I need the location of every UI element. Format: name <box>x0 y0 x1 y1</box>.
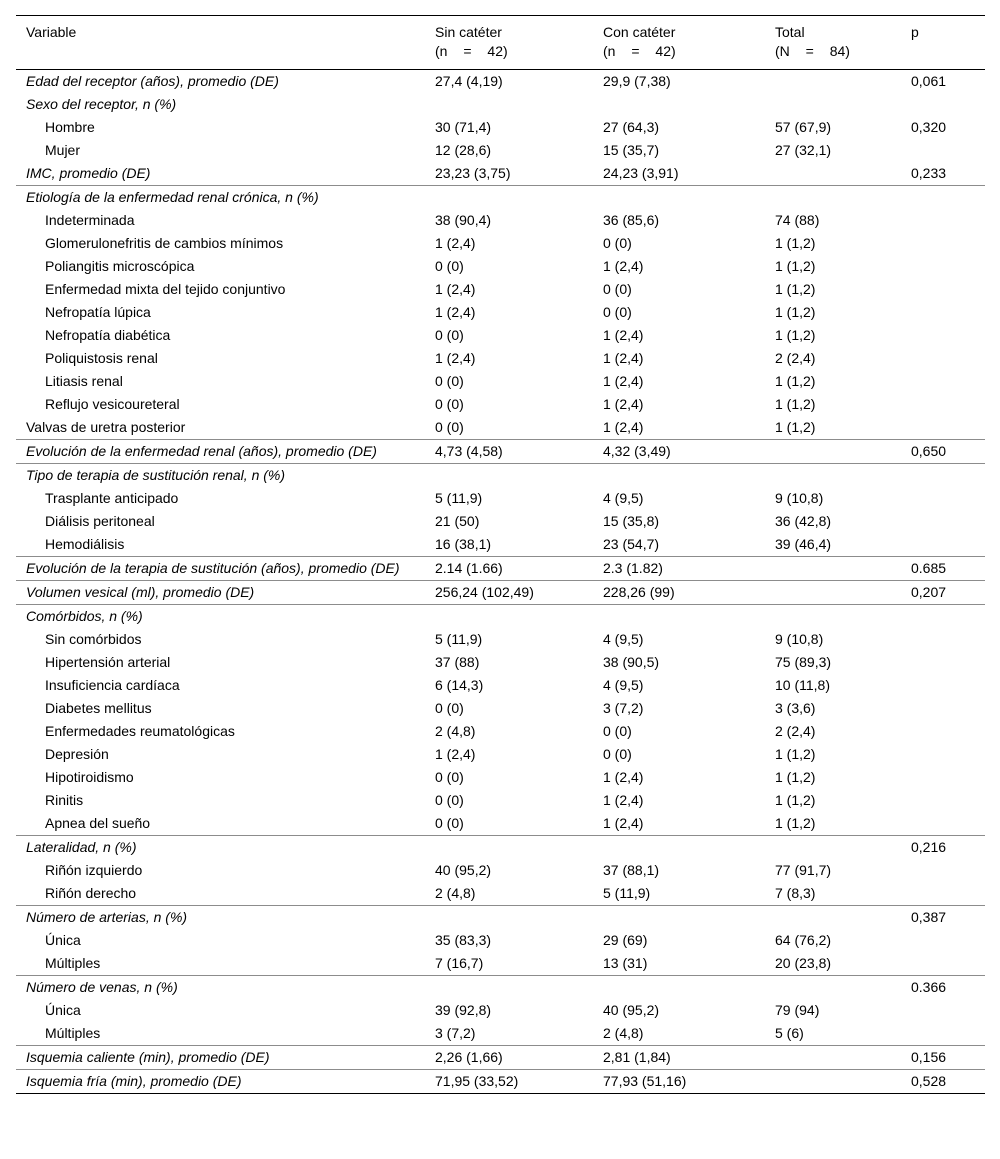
cell-total: 2 (2,4) <box>775 723 816 739</box>
row-variable-label: Rinitis <box>45 792 84 808</box>
cell-con-cateter: 2.3 (1.82) <box>603 560 663 576</box>
cell-p-value <box>901 766 985 789</box>
cell-con-cateter: 37 (88,1) <box>603 862 660 878</box>
cell-total: 77 (91,7) <box>775 862 832 878</box>
cell-sin-cateter: 30 (71,4) <box>435 119 492 135</box>
cell-p-value <box>901 859 985 882</box>
row-variable-label: Indeterminada <box>45 212 135 228</box>
cell-p-value <box>901 929 985 952</box>
cell-sin-cateter: 71,95 (33,52) <box>435 1073 519 1089</box>
header-con-n: (n = 42) <box>603 43 676 59</box>
table-row <box>16 464 985 488</box>
cell-con-cateter <box>593 93 765 116</box>
cell-con-cateter: 4 (9,5) <box>603 677 644 693</box>
cell-p-value: 0,528 <box>911 1073 947 1089</box>
row-variable-label: Tipo de terapia de sustitución renal, n (%) <box>26 467 286 483</box>
table-row <box>16 162 985 186</box>
cell-p-value: 0,650 <box>911 443 947 459</box>
cell-con-cateter: 1 (2,4) <box>603 396 644 412</box>
cell-p-value: 0,061 <box>911 73 947 89</box>
cell-con-cateter: 1 (2,4) <box>603 350 644 366</box>
cell-p-value <box>901 697 985 720</box>
cell-p-value <box>901 743 985 766</box>
table-row <box>16 393 985 416</box>
cell-con-cateter: 1 (2,4) <box>603 769 644 785</box>
cell-con-cateter: 2,81 (1,84) <box>603 1049 671 1065</box>
data-table-container <box>16 15 985 1094</box>
cell-sin-cateter: 2 (4,8) <box>435 885 476 901</box>
row-variable-label: Enfermedad mixta del tejido conjuntivo <box>45 281 286 297</box>
table-row <box>16 976 985 1000</box>
table-row <box>16 999 985 1022</box>
row-variable-label: Número de arterias, n (%) <box>26 909 188 925</box>
cell-con-cateter: 15 (35,8) <box>603 513 660 529</box>
cell-p-value <box>901 370 985 393</box>
cell-sin-cateter: 1 (2,4) <box>435 746 476 762</box>
row-variable-label: Hombre <box>45 119 95 135</box>
row-variable-label: Trasplante anticipado <box>45 490 179 506</box>
row-variable-label: Insuficiencia cardíaca <box>45 677 180 693</box>
cell-p-value <box>901 674 985 697</box>
cell-sin-cateter: 0 (0) <box>435 769 464 785</box>
table-row <box>16 209 985 232</box>
cell-p-value <box>901 882 985 906</box>
cell-con-cateter: 4 (9,5) <box>603 631 644 647</box>
cell-total <box>765 976 901 1000</box>
cell-sin-cateter: 1 (2,4) <box>435 235 476 251</box>
cell-sin-cateter: 0 (0) <box>435 815 464 831</box>
cell-con-cateter: 1 (2,4) <box>603 792 644 808</box>
cell-sin-cateter <box>425 93 593 116</box>
cell-sin-cateter: 12 (28,6) <box>435 142 492 158</box>
cell-total: 39 (46,4) <box>775 536 832 552</box>
row-variable-label: Valvas de uretra posterior <box>26 419 186 435</box>
cell-con-cateter: 228,26 (99) <box>603 584 675 600</box>
cell-con-cateter: 24,23 (3,91) <box>603 165 679 181</box>
table-row <box>16 674 985 697</box>
cell-sin-cateter: 2.14 (1.66) <box>435 560 503 576</box>
header-sin-n: (n = 42) <box>435 43 508 59</box>
table-row <box>16 533 985 557</box>
row-variable-label: Nefropatía lúpica <box>45 304 151 320</box>
cell-total: 74 (88) <box>775 212 820 228</box>
table-row <box>16 697 985 720</box>
cell-total: 1 (1,2) <box>775 304 816 320</box>
cell-con-cateter: 5 (11,9) <box>603 885 651 901</box>
row-variable-label: Mujer <box>45 142 81 158</box>
table-row <box>16 766 985 789</box>
row-variable-label: Sexo del receptor, n (%) <box>26 96 177 112</box>
row-variable-label: IMC, promedio (DE) <box>26 165 151 181</box>
cell-sin-cateter: 5 (11,9) <box>435 631 483 647</box>
cell-total: 1 (1,2) <box>775 258 816 274</box>
cell-sin-cateter: 39 (92,8) <box>435 1002 492 1018</box>
cell-p-value <box>901 278 985 301</box>
cell-con-cateter: 4 (9,5) <box>603 490 644 506</box>
cell-p-value: 0,320 <box>911 119 947 135</box>
row-variable-label: Evolución de la enfermedad renal (años), promedio (DE) <box>26 443 377 459</box>
row-variable-label: Riñón izquierdo <box>45 862 143 878</box>
cell-total: 1 (1,2) <box>775 281 816 297</box>
cell-sin-cateter <box>425 976 593 1000</box>
cell-p-value <box>901 605 985 629</box>
header-con-cateter <box>593 16 765 70</box>
table-row <box>16 557 985 581</box>
table-row <box>16 139 985 162</box>
cell-sin-cateter: 4,73 (4,58) <box>435 443 503 459</box>
row-variable-label: Reflujo vesicoureteral <box>45 396 180 412</box>
cell-con-cateter: 0 (0) <box>603 281 632 297</box>
cell-total: 5 (6) <box>775 1025 804 1041</box>
cell-sin-cateter <box>425 186 593 210</box>
cell-p-value <box>901 1022 985 1046</box>
cell-total <box>765 93 901 116</box>
cell-sin-cateter: 0 (0) <box>435 373 464 389</box>
cell-con-cateter: 23 (54,7) <box>603 536 660 552</box>
cell-sin-cateter: 0 (0) <box>435 700 464 716</box>
cell-sin-cateter <box>425 464 593 488</box>
cell-total: 79 (94) <box>775 1002 820 1018</box>
cell-total: 1 (1,2) <box>775 396 816 412</box>
cell-sin-cateter: 16 (38,1) <box>435 536 492 552</box>
table-body <box>16 70 985 1094</box>
table-row <box>16 440 985 464</box>
cell-total: 9 (10,8) <box>775 490 824 506</box>
row-variable-label: Sin comórbidos <box>45 631 142 647</box>
cell-total <box>765 440 901 464</box>
cell-con-cateter: 29,9 (7,38) <box>603 73 671 89</box>
table-row <box>16 324 985 347</box>
cell-con-cateter: 1 (2,4) <box>603 815 644 831</box>
cell-total: 1 (1,2) <box>775 373 816 389</box>
table-row <box>16 720 985 743</box>
cell-sin-cateter: 2,26 (1,66) <box>435 1049 503 1065</box>
cell-con-cateter: 0 (0) <box>603 746 632 762</box>
cell-sin-cateter: 38 (90,4) <box>435 212 492 228</box>
cell-total <box>765 70 901 94</box>
table-row <box>16 510 985 533</box>
cell-con-cateter <box>593 605 765 629</box>
cell-sin-cateter: 6 (14,3) <box>435 677 484 693</box>
cell-total <box>765 464 901 488</box>
cell-p-value <box>901 952 985 976</box>
cell-total <box>765 836 901 860</box>
cell-total: 27 (32,1) <box>775 142 832 158</box>
cell-p-value: 0,216 <box>911 839 947 855</box>
cell-p-value <box>901 720 985 743</box>
row-variable-label: Diálisis peritoneal <box>45 513 155 529</box>
cell-con-cateter: 27 (64,3) <box>603 119 660 135</box>
row-variable-label: Poliangitis microscópica <box>45 258 195 274</box>
cell-p-value: 0,207 <box>911 584 947 600</box>
cell-con-cateter: 2 (4,8) <box>603 1025 644 1041</box>
cell-p-value <box>901 324 985 347</box>
table-row <box>16 952 985 976</box>
cell-total: 1 (1,2) <box>775 746 816 762</box>
cell-sin-cateter <box>425 836 593 860</box>
table-row <box>16 1070 985 1094</box>
row-variable-label: Única <box>45 932 81 948</box>
row-variable-label: Diabetes mellitus <box>45 700 152 716</box>
cell-con-cateter: 36 (85,6) <box>603 212 660 228</box>
cell-sin-cateter: 0 (0) <box>435 258 464 274</box>
cell-con-cateter: 1 (2,4) <box>603 373 644 389</box>
table-row <box>16 93 985 116</box>
cell-p-value <box>901 93 985 116</box>
header-total <box>765 16 901 70</box>
cell-total <box>765 1070 901 1094</box>
row-variable-label: Comórbidos, n (%) <box>26 608 143 624</box>
table-row <box>16 651 985 674</box>
row-variable-label: Isquemia caliente (min), promedio (DE) <box>26 1049 270 1065</box>
table-row <box>16 859 985 882</box>
cell-sin-cateter: 2 (4,8) <box>435 723 476 739</box>
table-row <box>16 116 985 139</box>
row-variable-label: Enfermedades reumatológicas <box>45 723 235 739</box>
header-sin-cateter <box>425 16 593 70</box>
cell-p-value <box>901 533 985 557</box>
cell-total: 1 (1,2) <box>775 419 816 435</box>
header-p-value: p <box>911 24 919 40</box>
cell-p-value <box>901 301 985 324</box>
cell-con-cateter: 40 (95,2) <box>603 1002 660 1018</box>
cell-p-value <box>901 651 985 674</box>
cell-con-cateter: 0 (0) <box>603 723 632 739</box>
cell-sin-cateter: 0 (0) <box>435 327 464 343</box>
cell-total <box>765 906 901 930</box>
header-con-label: Con catéter <box>603 24 676 40</box>
cell-sin-cateter: 40 (95,2) <box>435 862 492 878</box>
cell-con-cateter <box>593 906 765 930</box>
cell-total: 2 (2,4) <box>775 350 816 366</box>
cell-con-cateter: 0 (0) <box>603 235 632 251</box>
cell-p-value <box>901 416 985 440</box>
cell-sin-cateter: 256,24 (102,49) <box>435 584 534 600</box>
cell-con-cateter: 3 (7,2) <box>603 700 644 716</box>
cell-con-cateter: 38 (90,5) <box>603 654 660 670</box>
cell-total: 57 (67,9) <box>775 119 832 135</box>
row-variable-label: Etiología de la enfermedad renal crónica, n (%) <box>26 189 319 205</box>
table-row <box>16 255 985 278</box>
cell-p-value: 0,156 <box>911 1049 947 1065</box>
cell-total: 20 (23,8) <box>775 955 832 971</box>
row-variable-label: Múltiples <box>45 955 101 971</box>
cell-total <box>765 605 901 629</box>
cell-sin-cateter: 3 (7,2) <box>435 1025 476 1041</box>
cell-total: 1 (1,2) <box>775 769 816 785</box>
patient-characteristics-table <box>16 15 985 1094</box>
cell-total: 1 (1,2) <box>775 792 816 808</box>
table-row <box>16 70 985 94</box>
table-row <box>16 487 985 510</box>
cell-total <box>765 162 901 186</box>
cell-sin-cateter: 1 (2,4) <box>435 304 476 320</box>
cell-total: 9 (10,8) <box>775 631 824 647</box>
cell-p-value <box>901 232 985 255</box>
cell-p-value <box>901 812 985 836</box>
table-header <box>16 16 985 70</box>
row-variable-label: Volumen vesical (ml), promedio (DE) <box>26 584 255 600</box>
cell-con-cateter: 77,93 (51,16) <box>603 1073 687 1089</box>
cell-total <box>765 186 901 210</box>
cell-p-value: 0,387 <box>911 909 947 925</box>
table-row <box>16 906 985 930</box>
row-variable-label: Litiasis renal <box>45 373 123 389</box>
row-variable-label: Riñón derecho <box>45 885 137 901</box>
cell-sin-cateter: 35 (83,3) <box>435 932 492 948</box>
table-row <box>16 416 985 440</box>
cell-p-value <box>901 255 985 278</box>
row-variable-label: Número de venas, n (%) <box>26 979 178 995</box>
cell-con-cateter: 4,32 (3,49) <box>603 443 671 459</box>
table-row <box>16 347 985 370</box>
table-row <box>16 929 985 952</box>
cell-sin-cateter: 37 (88) <box>435 654 480 670</box>
table-row <box>16 301 985 324</box>
cell-sin-cateter <box>425 605 593 629</box>
cell-total <box>765 1046 901 1070</box>
header-total-n: (N = 84) <box>775 43 850 59</box>
table-row <box>16 370 985 393</box>
cell-con-cateter: 1 (2,4) <box>603 327 644 343</box>
row-variable-label: Isquemia fría (min), promedio (DE) <box>26 1073 242 1089</box>
table-row <box>16 1022 985 1046</box>
cell-con-cateter <box>593 464 765 488</box>
cell-p-value: 0.366 <box>911 979 947 995</box>
cell-sin-cateter: 1 (2,4) <box>435 350 476 366</box>
header-sin-label: Sin catéter <box>435 24 502 40</box>
cell-sin-cateter: 21 (50) <box>435 513 480 529</box>
cell-p-value <box>901 510 985 533</box>
cell-con-cateter: 1 (2,4) <box>603 258 644 274</box>
table-row <box>16 278 985 301</box>
header-total-label: Total <box>775 24 805 40</box>
cell-sin-cateter: 23,23 (3,75) <box>435 165 511 181</box>
header-variable: Variable <box>26 24 77 40</box>
cell-total: 7 (8,3) <box>775 885 816 901</box>
row-variable-label: Única <box>45 1002 81 1018</box>
table-row <box>16 836 985 860</box>
cell-p-value <box>901 464 985 488</box>
cell-sin-cateter: 0 (0) <box>435 396 464 412</box>
row-variable-label: Poliquistosis renal <box>45 350 158 366</box>
table-row <box>16 581 985 605</box>
table-row <box>16 812 985 836</box>
cell-p-value <box>901 347 985 370</box>
cell-total: 75 (89,3) <box>775 654 832 670</box>
cell-p-value <box>901 789 985 812</box>
cell-con-cateter <box>593 836 765 860</box>
cell-con-cateter <box>593 186 765 210</box>
cell-sin-cateter: 0 (0) <box>435 419 464 435</box>
cell-total: 64 (76,2) <box>775 932 832 948</box>
cell-con-cateter <box>593 976 765 1000</box>
cell-p-value <box>901 487 985 510</box>
cell-p-value: 0.685 <box>911 560 947 576</box>
cell-total: 1 (1,2) <box>775 815 816 831</box>
row-variable-label: Depresión <box>45 746 109 762</box>
header-row <box>16 16 985 70</box>
cell-sin-cateter: 1 (2,4) <box>435 281 476 297</box>
table-row <box>16 628 985 651</box>
cell-total: 10 (11,8) <box>775 677 830 693</box>
cell-total: 1 (1,2) <box>775 235 816 251</box>
cell-con-cateter: 1 (2,4) <box>603 419 644 435</box>
cell-p-value <box>901 999 985 1022</box>
row-variable-label: Múltiples <box>45 1025 101 1041</box>
cell-p-value: 0,233 <box>911 165 947 181</box>
cell-total: 3 (3,6) <box>775 700 816 716</box>
cell-total <box>765 581 901 605</box>
cell-total <box>765 557 901 581</box>
row-variable-label: Hipotiroidismo <box>45 769 134 785</box>
row-variable-label: Evolución de la terapia de sustitución (años), promedio (DE) <box>26 560 400 576</box>
row-variable-label: Hemodiálisis <box>45 536 125 552</box>
cell-sin-cateter: 0 (0) <box>435 792 464 808</box>
table-row <box>16 743 985 766</box>
cell-con-cateter: 15 (35,7) <box>603 142 660 158</box>
cell-p-value <box>901 186 985 210</box>
cell-total: 1 (1,2) <box>775 327 816 343</box>
row-variable-label: Glomerulonefritis de cambios mínimos <box>45 235 284 251</box>
row-variable-label: Edad del receptor (años), promedio (DE) <box>26 73 279 89</box>
cell-sin-cateter: 27,4 (4,19) <box>435 73 503 89</box>
cell-con-cateter: 0 (0) <box>603 304 632 320</box>
row-variable-label: Apnea del sueño <box>45 815 151 831</box>
cell-con-cateter: 13 (31) <box>603 955 648 971</box>
table-row <box>16 232 985 255</box>
table-row <box>16 882 985 906</box>
cell-p-value <box>901 393 985 416</box>
table-row <box>16 186 985 210</box>
cell-con-cateter: 29 (69) <box>603 932 648 948</box>
cell-sin-cateter <box>425 906 593 930</box>
row-variable-label: Hipertensión arterial <box>45 654 171 670</box>
cell-total: 36 (42,8) <box>775 513 832 529</box>
table-row <box>16 1046 985 1070</box>
cell-sin-cateter: 7 (16,7) <box>435 955 484 971</box>
cell-sin-cateter: 5 (11,9) <box>435 490 483 506</box>
cell-p-value <box>901 628 985 651</box>
table-row <box>16 605 985 629</box>
row-variable-label: Lateralidad, n (%) <box>26 839 137 855</box>
cell-p-value <box>901 139 985 162</box>
table-row <box>16 789 985 812</box>
row-variable-label: Nefropatía diabética <box>45 327 171 343</box>
cell-p-value <box>901 209 985 232</box>
